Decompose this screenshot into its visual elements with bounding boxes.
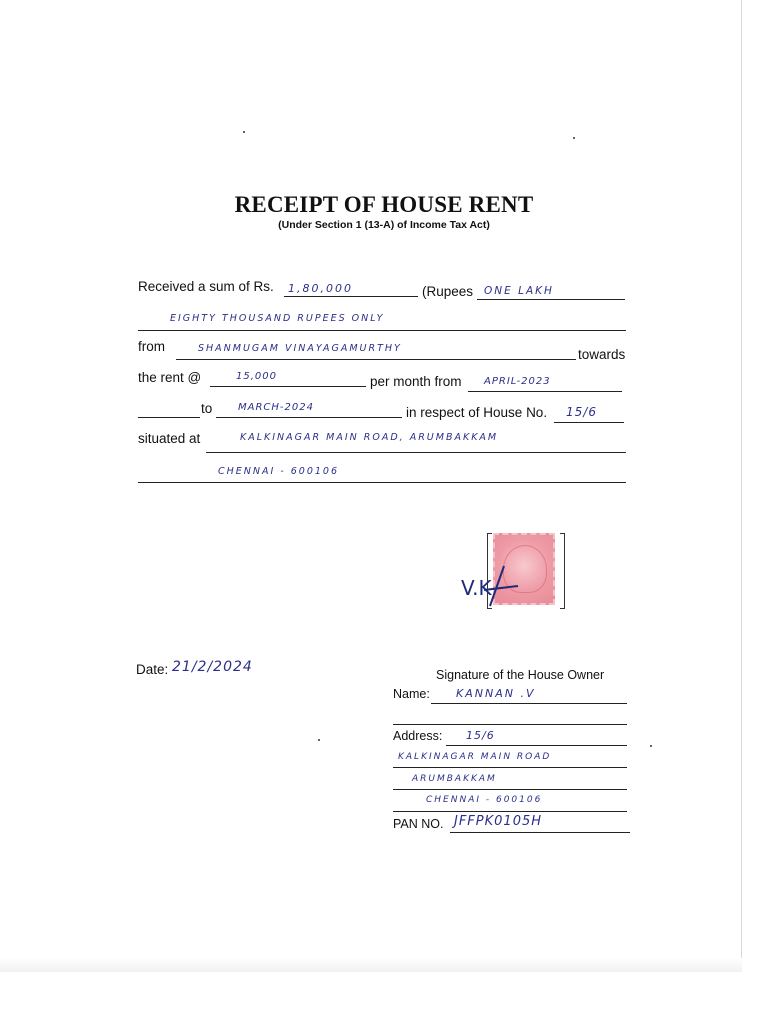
situated-label: situated at	[138, 431, 201, 446]
owner-signature-label: Signature of the House Owner	[436, 668, 605, 682]
from-label: from	[138, 339, 165, 354]
date-value: 21/2/2024	[172, 659, 253, 675]
name-label: Name:	[393, 687, 430, 701]
address-line-1	[206, 452, 626, 453]
rupees-label: (Rupees	[422, 284, 474, 299]
pan-label: PAN NO.	[393, 817, 444, 831]
to-label: to	[201, 401, 213, 416]
amount-line	[284, 296, 418, 297]
per-month-label: per month from	[370, 374, 462, 389]
rupees-line	[477, 299, 625, 300]
date-label: Date:	[136, 662, 169, 677]
scan-speck	[243, 131, 245, 133]
owner-address-line-1	[446, 745, 627, 746]
tenant-name: SHANMUGAM VINAYAGAMURTHY	[198, 343, 402, 354]
house-no-line	[554, 422, 624, 423]
tenant-line	[176, 359, 576, 360]
pan-line	[450, 832, 630, 833]
scan-speck	[573, 137, 575, 139]
owner-name-line	[431, 703, 627, 704]
address-value-1: KALKINAGAR MAIN ROAD, ARUMBAKKAM	[240, 432, 499, 443]
address-line-2	[138, 482, 626, 483]
amount-words-1: ONE LAKH	[484, 285, 554, 297]
received-label: Received a sum of Rs.	[138, 279, 274, 294]
owner-address-1: 15/6	[466, 729, 495, 742]
house-no: 15/6	[566, 405, 597, 419]
receipt-title: RECEIPT OF HOUSE RENT	[234, 192, 534, 217]
rent-label: the rent @	[138, 370, 202, 385]
period-from: APRIL-2023	[484, 376, 551, 387]
towards-label: towards	[578, 347, 626, 362]
monthly-rent: 15,000	[236, 371, 277, 382]
page-edge	[741, 0, 742, 970]
blank-line	[393, 724, 627, 725]
owner-address-line-4	[393, 811, 627, 812]
owner-name: KANNAN .V	[456, 687, 536, 700]
owner-address-3: ARUMBAKKAM	[412, 774, 497, 784]
signature-initials: V.K	[461, 576, 492, 600]
from-period-line	[468, 391, 622, 392]
owner-address-line-2	[393, 767, 627, 768]
signature-stroke	[482, 560, 522, 610]
to-prefix-line	[138, 417, 200, 418]
owner-address-2: KALKINAGAR MAIN ROAD	[398, 752, 552, 762]
address-label: Address:	[393, 729, 443, 743]
owner-address-line-3	[393, 789, 627, 790]
words-line	[138, 330, 626, 331]
pan-value: JFFPK0105H	[454, 814, 543, 829]
scan-speck	[650, 745, 652, 747]
to-period-line	[216, 417, 402, 418]
stamp-bracket-right	[560, 533, 565, 609]
amount-words-2: EIGHTY THOUSAND RUPEES ONLY	[170, 313, 385, 324]
scan-shadow	[0, 958, 742, 972]
owner-address-4: CHENNAI - 600106	[426, 795, 543, 805]
scan-speck	[318, 739, 320, 741]
period-to: MARCH-2024	[238, 402, 314, 413]
receipt-subtitle: (Under Section 1 (13-A) of Income Tax Act)	[278, 219, 490, 231]
respect-label: in respect of House No.	[406, 405, 548, 420]
amount-value: 1,80,000	[288, 282, 353, 295]
rent-line	[210, 386, 366, 387]
address-value-2: CHENNAI - 600106	[218, 466, 340, 477]
